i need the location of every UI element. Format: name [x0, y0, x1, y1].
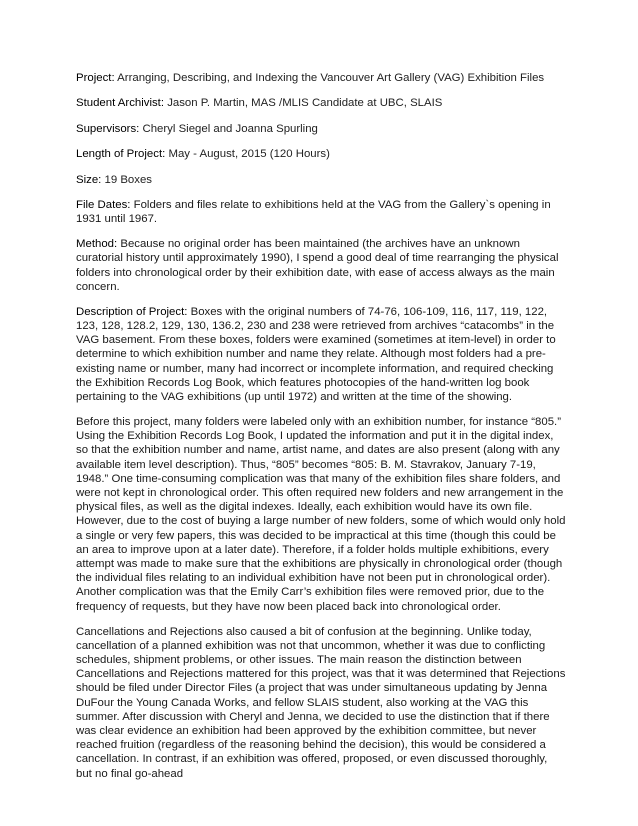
- method-paragraph: [76, 237, 566, 294]
- field-value: Folders and files relate to exhibitions held at the VAG from the Gallery`s opening in 1931 until 1967.: [76, 198, 551, 226]
- field-value: May - August, 2015 (120 Hours): [168, 148, 330, 161]
- document-page: [76, 71, 566, 792]
- supervisors-field: [76, 122, 566, 137]
- method-text: Because no original order has been maintained (the archives have an unknown curatorial history until approximately 1990), I spend a good deal of time rearranging the physical folders into chronological order by their exhibition date, with ease of access always as the main concern.: [76, 238, 559, 293]
- field-label: Project:: [76, 72, 115, 84]
- size-field: [76, 173, 566, 188]
- field-value: Arranging, Describing, and Indexing the Vancouver Art Gallery (VAG) Exhibition Files: [117, 72, 545, 84]
- student-archivist-field: [76, 96, 566, 111]
- description-text: Boxes with the original numbers of 74-76, 106-109, 116, 117, 119, 122, 123, 128, 128.2, 129, 130, 136.2, 230 and 238 were retrieved from archives “catacombs” in the VAG basement. From these boxes, folders were examined (sometimes at item-level) in order to determine to which exhibition number and name they relate. Although most folders had a pre-existing name or number, many had incorrect or incomplete information, and required checking the Exhibition Records Log Book, which features photocopies of the hand-written log book pertaining to the VAG exhibitions (up until 1972) and written at the time of the showing.: [76, 305, 556, 403]
- description-label: Description of Project:: [76, 305, 188, 318]
- field-label: Student Archivist:: [76, 97, 165, 110]
- body-paragraph: Cancellations and Rejections also caused a bit of confusion at the beginning. Unlike today, cancellation of a planned exhibition was not that uncommon, whether it was due to conflicting schedules, shipment problems, or other issues. The main reason the distinction between Cancellations and Rejections mattered for this project, was that it was determined that Rejections should be filed under Director Files (a project that was under simultaneous updating by Jenna DuFour the Young Canada Works, and fellow SLAIS student, also working at the VAG this summer. After discussion with Cheryl and Jenna, we decided to use the distinction that if there was clear evidence an exhibition had been approved by the exhibition committee, but never reached fruition (regardless of the reasoning behind the decision), this would be considered a cancellation. In contrast, if an exhibition was offered, proposed, or even discussed thoroughly, but no final go-ahead: [76, 625, 566, 780]
- body-paragraph: Before this project, many folders were labeled only with an exhibition number, for instance “805.” Using the Exhibition Records Log Book, I updated the information and put it in the digital index, so that the exhibition number and name, artist name, and dates are also present (along with any available item level description). Thus, “805” becomes “805: B. M. Stavrakov, January 7-19, 1948.” One time-consuming complication was that many of the exhibition files share folders, and were not kept in chronological order. This often required new folders and new arrangement in the physical files, as well as the digital indexes. Ideally, each exhibition would have its own file. However, due to the cost of buying a large number of new folders, some of which would only hold a single or very few papers, this was decided to be impractical at this time (though this could be an area to improve upon at a later date). Therefore, if a folder holds multiple exhibitions, every attempt was made to make sure that the exhibitions are physically in chronological order (though the individual files relating to an individual exhibition have not been put in chronological order). Another complication was that the Emily Carr’s exhibition files were removed prior, due to the frequency of requests, but they have now been placed back into chronological order.: [76, 415, 566, 613]
- field-value: Jason P. Martin, MAS /MLIS Candidate at UBC, SLAIS: [167, 97, 443, 110]
- field-label: Length of Project:: [76, 148, 166, 161]
- file-dates-field: [76, 198, 566, 226]
- project-field: [76, 71, 566, 86]
- method-label: Method:: [76, 238, 118, 251]
- field-label: Size:: [76, 173, 102, 186]
- length-of-project-field: [76, 147, 566, 162]
- field-label: File Dates:: [76, 198, 131, 211]
- field-value: Cheryl Siegel and Joanna Spurling: [142, 122, 318, 135]
- description-paragraph: [76, 305, 566, 404]
- field-label: Supervisors:: [76, 122, 140, 135]
- field-value: 19 Boxes: [104, 173, 152, 186]
